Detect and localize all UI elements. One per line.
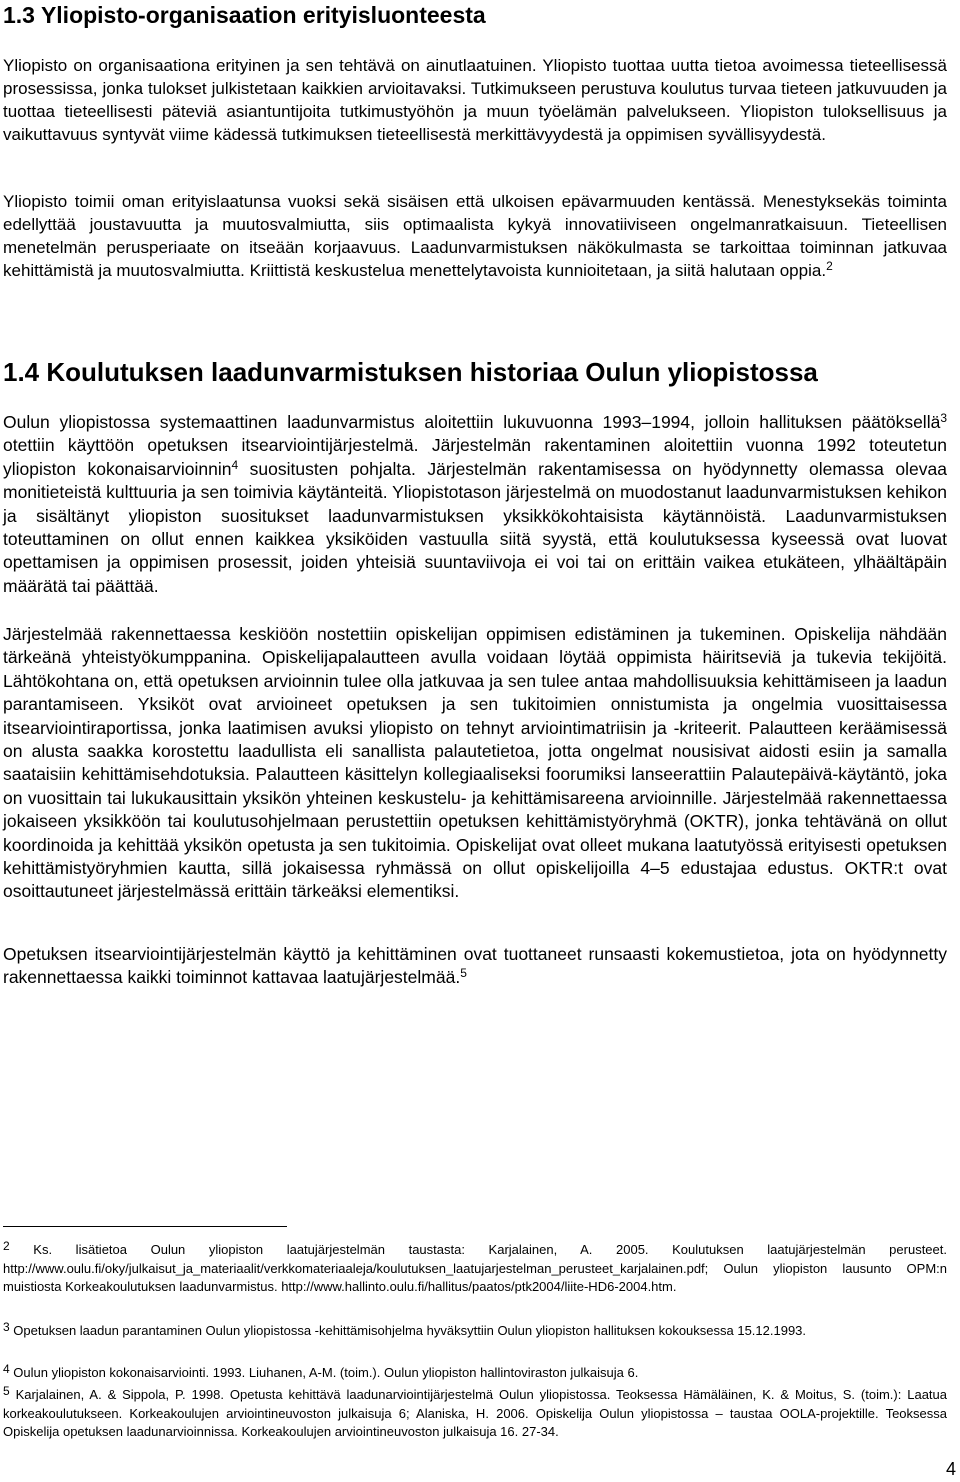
paragraph-text: otettiin käyttöön opetuksen itsearviointijärjestelmä. Järjestelmän rakentaminen aloitettiin vuonna 1992 toteutetun yliopiston kokonaisarvioinnin [3, 435, 947, 479]
section-heading-1-3: 1.3 Yliopisto-organisaation erityisluonteesta [3, 2, 486, 28]
footnote-number: 2 [3, 1239, 10, 1253]
paragraph-1-3-b [3, 190, 947, 282]
paragraph-1-4-c [3, 943, 947, 990]
footnote-text: Ks. lisätietoa Oulun yliopiston laatujärjestelmän taustasta: Karjalainen, A. 2005. Koulutuksen laatujärjestelmän perusteet. http://www.oulu.fi/oky/julkaisut_ja_materiaalit/verkkomateriaaleja/koulutuksen_laatujarjestelman_perusteet_karjalainen.pdf; Oulun yliopiston lausunto OPM:n muistiosta Korkeakoulutuksen laadunvarmistus. http://www.hallinto.oulu.fi/hallitus/paatos/ptk2004/liite-HD6-2004.htm. [3, 1242, 947, 1295]
footnote-2 [3, 1241, 947, 1297]
footnote-3 [3, 1322, 947, 1341]
paragraph-1-4-b: Järjestelmää rakennettaessa keskiöön nostettiin opiskelijan oppimisen edistäminen ja tukeminen. Opiskelija nähdään tärkeänä yhteistyökumppanina. Opiskelijapalautteen avulla voidaan löytää oppimista häiritseviä ja tukevia tekijöitä. Lähtökohtana on, että opetuksen arvioinnin tulee olla jatkuvaa ja sen tulee antaa mahdollisuuksia kehittämiseen ja laadun parantamiseen. Yksiköt ovat arvioineet opetuksen ja sen tukitoimien onnistumista ja ongelmia vuosittaisessa itsearviointiraportissa, jonka laatimisen avuksi yliopisto on tehnyt arviointimatriisin ja -kriteerit. Palautteen keräämisessä on alusta saakka korostettu laadullista eli sanallista palautetietoa, jotta ongelmat nousisivat aidosti esiin ja samalla saataisiin kehittämisehdotuksia. Palautteen käsittelyn kollegiaaliseksi foorumiksi lanseerattiin Palautepäivä-käytäntö, joka on vuosittain tai lukukausittain yksikön yhteinen keskustelu- ja kehittämisareena arvioinnille. Järjestelmää rakennettaessa jokaiseen yksikköön tai koulutusohjelmaan perustettiin opetuksen kehittämistyöryhmä (OKTR), jonka tehtävänä on ollut koordinoida ja kehittää yksikön opetusta ja sen tukitoimia. Opiskelijat ovat olleet mukana laatutyössä erityisesti opetuksen kehittämistyöryhmien kautta, sillä jokaisessa ryhmässä on ollut opiskelijoilla 4–5 edustajaa edustus. OKTR:t ovat osoittautuneet järjestelmässä erittäin tärkeäksi elementiksi. [3, 624, 947, 902]
paragraph-1-3-a: Yliopisto on organisaationa erityinen ja sen tehtävä on ainutlaatuinen. Yliopisto tuottaa uutta tietoa avoimessa tieteellisessä prosessissa, jonka tulokset julkistetaan kaikkien arvioitavaksi. Tutkimukseen perustuva koulutus turvaa tieteen jatkuvuuden ja tuottaa tieteellisesti päteviä asiantuntijoita tutkimustyöhön ja muun työelämän palvelukseen. Yliopiston tuloksellisuus ja vaikuttavuus syntyvät viime kädessä tutkimuksen tieteellisestä merkittävyydestä ja oppimisen syvällisyydestä. [3, 56, 947, 144]
footnote-divider [3, 1226, 287, 1227]
footnote-number: 5 [3, 1384, 10, 1398]
footnote-ref-4[interactable]: 4 [231, 457, 239, 472]
footnote-ref-3[interactable]: 3 [940, 411, 947, 425]
footnote-text: Karjalainen, A. & Sippola, P. 1998. Opetusta kehittävä laadunarviointijärjestelmä Oulun yliopistossa. Teoksessa Hämäläinen, K. & Moitus, S. (toim.): Laatua korkeakoulutukseen. Korkeakoulujen arviointineuvoston julkaisuja 6; Alaniska, H. 2006. Opiskelija Oulun yliopistossa – taustaa OOLA-projektille. Teoksessa Opiskelija opetuksen laadunarvioinnissa. Korkeakoulujen arviointineuvoston julkaisuja 16. 27-34. [3, 1387, 947, 1440]
paragraph-text: suositusten pohjalta. Järjestelmän rakentamisessa on hyödynnetty olemassa olevaa monitieteistä kulttuuria ja sen toimivia käytänteitä. Yliopistotason järjestelmä on muodostanut laadunvarmistuksen kehikon ja sisältänyt yliopiston suositukset laadunvarmistuksen yksikkökohtaisista käytännöistä. Laadunvarmistuksen toteuttaminen on ollut ennen kaikkea yksiköiden vastuulla siitä syystä, että koulutuksessa kyseessä ovat luovat opettamisen ja oppimisen prosessit, joiden yhteisiä suuntaviivoja ei voi tai on erittäin vaikea etukäteen, ylhäältäpäin määrätä tai päättää. [3, 458, 947, 596]
section-heading-1-4: 1.4 Koulutuksen laadunvarmistuksen historiaa Oulun yliopistossa [3, 357, 818, 387]
paragraph-text: Oulun yliopistossa systemaattinen laadunvarmistus aloitettiin lukuvuonna 1993–1994, jolloin hallituksen päätöksellä [3, 412, 941, 432]
footnote-4 [3, 1364, 947, 1383]
footnote-text: Oulun yliopiston kokonaisarviointi. 1993. Liuhanen, A-M. (toim.). Oulun yliopiston hallintoviraston julkaisuja 6. [9, 1365, 639, 1380]
footnote-number: 4 [3, 1362, 10, 1376]
paragraph-text: Yliopisto toimii oman erityislaatunsa vuoksi sekä sisäisen että ulkoisen epävarmuuden kentässä. Menestyksekäs toiminta edellyttää joustavuutta ja muutosvalmiutta, siis optimaalista kykyä innovatiiviseen ongelmanratkaisuun. Tieteellisen menetelmän perusperiaate on itseään korjaavuus. Laadunvarmistuksen näkökulmasta se tarkoittaa toiminnan jatkuvaa kehittämistä ja muutosvalmiutta. Kriittistä keskustelua menettelytavoista kunnioitetaan, ja siitä halutaan oppia. [3, 192, 947, 280]
footnote-5 [3, 1386, 947, 1442]
paragraph-text: Opetuksen itsearviointijärjestelmän käyttö ja kehittäminen ovat tuottaneet runsaasti kokemustietoa, jota on hyödynnetty rakennettaessa kaikki toiminnot kattavaa laatujärjestelmää. [3, 944, 947, 988]
footnote-ref-2[interactable]: 2 [826, 259, 833, 273]
footnote-ref-5[interactable]: 5 [460, 966, 467, 981]
page-number: 4 [945, 1459, 956, 1479]
footnote-text: Opetuksen laadun parantaminen Oulun yliopistossa -kehittämisohjelma hyväksyttiin Oulun yliopiston hallituksen kokouksessa 15.12.1993. [9, 1323, 807, 1338]
footnote-number: 3 [3, 1320, 10, 1334]
paragraph-1-4-a [3, 411, 947, 598]
